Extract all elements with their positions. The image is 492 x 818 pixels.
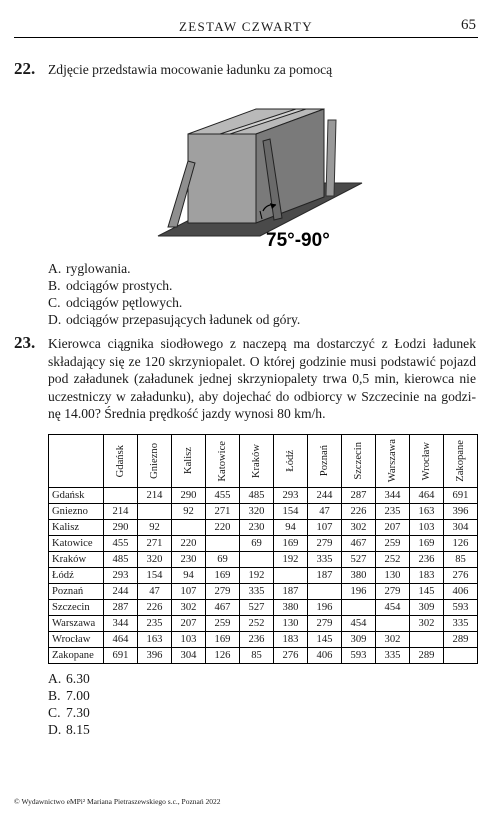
distance-cell [308, 584, 342, 600]
distance-cell: 92 [172, 504, 206, 520]
distance-cell: 289 [444, 632, 478, 648]
distance-cell: 527 [240, 600, 274, 616]
distance-cell: 169 [274, 536, 308, 552]
question-23-line: pod załadunek (załadunek jednej skrzyniopalety trwa 0,5 min, kierowca nie [48, 371, 476, 387]
distance-cell: 406 [444, 584, 478, 600]
distance-cell [410, 632, 444, 648]
distance-cell: 287 [104, 600, 138, 616]
distance-cell: 103 [410, 520, 444, 536]
row-header: Kraków [49, 552, 104, 568]
distance-cell: 169 [410, 536, 444, 552]
question-22-number: 22. [14, 59, 36, 78]
distance-cell: 485 [104, 552, 138, 568]
distance-cell: 236 [240, 632, 274, 648]
distance-cell: 69 [206, 552, 240, 568]
distance-cell: 244 [308, 488, 342, 504]
distance-cell: 259 [376, 536, 410, 552]
column-header [172, 435, 206, 488]
page-header [14, 17, 478, 38]
row-header: Łódź [49, 568, 104, 584]
distance-cell: 220 [206, 520, 240, 536]
distance-cell: 259 [206, 616, 240, 632]
distance-cell [138, 504, 172, 520]
distance-cell: 691 [444, 488, 478, 504]
table-row [49, 552, 478, 568]
distance-cell: 302 [410, 616, 444, 632]
distance-cell: 320 [240, 504, 274, 520]
distance-cell: 290 [104, 520, 138, 536]
column-header [206, 435, 240, 488]
row-header: Zakopane [49, 648, 104, 664]
distance-cell: 94 [274, 520, 308, 536]
answer-text: 7.30 [66, 705, 90, 720]
distance-cell: 196 [342, 584, 376, 600]
distance-cell: 220 [172, 536, 206, 552]
answer-text: 7.00 [66, 688, 90, 703]
distance-cell: 455 [206, 488, 240, 504]
table-row [49, 536, 478, 552]
row-header: Kalisz [49, 520, 104, 536]
distance-cell: 454 [342, 616, 376, 632]
cargo-lashing-figure [150, 101, 370, 251]
distance-cell: 92 [138, 520, 172, 536]
question-23-line: Kierowca ciągnika siodłowego z naczepą ma dostarczyć z Łodzi ładunek [48, 336, 476, 351]
table-row [49, 648, 478, 664]
distance-cell: 130 [274, 616, 308, 632]
column-header-label: Poznań [318, 445, 330, 477]
question-23-line: uczestniczy w załadunku), aby dojechać do odbiorcy w Szczecinie na godzi- [48, 388, 476, 404]
distance-cell: 130 [376, 568, 410, 584]
distance-cell: 271 [138, 536, 172, 552]
distance-cell: 396 [444, 504, 478, 520]
column-header-label: Zakopane [454, 440, 466, 482]
answer-text: 6.30 [66, 671, 90, 686]
distance-cell: 94 [172, 568, 206, 584]
distance-cell: 691 [104, 648, 138, 664]
distance-cell: 163 [138, 632, 172, 648]
distance-cell: 467 [342, 536, 376, 552]
answer-option[interactable] [48, 670, 90, 687]
distance-cell: 293 [274, 488, 308, 504]
column-header [376, 435, 410, 488]
distance-cell: 230 [240, 520, 274, 536]
distance-cell: 289 [410, 648, 444, 664]
distance-cell: 464 [104, 632, 138, 648]
answer-option[interactable] [48, 260, 300, 277]
distance-cell: 85 [240, 648, 274, 664]
answer-letter: D. [48, 722, 62, 737]
distance-cell: 226 [138, 600, 172, 616]
distance-cell: 207 [376, 520, 410, 536]
answer-option[interactable] [48, 687, 90, 704]
column-header-label: Łódź [284, 450, 296, 472]
distance-cell: 309 [410, 600, 444, 616]
distance-cell [206, 536, 240, 552]
running-title: ZESTAW CZWARTY [179, 19, 313, 34]
distance-cell: 271 [206, 504, 240, 520]
distance-cell: 593 [444, 600, 478, 616]
distance-cell: 380 [274, 600, 308, 616]
column-header [138, 435, 172, 488]
column-header-label: Warszawa [386, 439, 398, 483]
distance-cell: 207 [172, 616, 206, 632]
distance-cell: 527 [342, 552, 376, 568]
angle-label: 75°-90° [266, 230, 330, 251]
distance-cell: 276 [444, 568, 478, 584]
distance-cell: 196 [308, 600, 342, 616]
table-row [49, 584, 478, 600]
row-header: Warszawa [49, 616, 104, 632]
distance-cell: 279 [308, 616, 342, 632]
row-header: Gdańsk [49, 488, 104, 504]
answer-letter: A. [48, 671, 62, 686]
column-header [104, 435, 138, 488]
distance-cell: 320 [138, 552, 172, 568]
row-header: Szczecin [49, 600, 104, 616]
answer-letter: C. [48, 705, 61, 720]
distance-cell: 47 [138, 584, 172, 600]
distance-cell: 107 [172, 584, 206, 600]
distance-cell: 335 [376, 648, 410, 664]
question-23-answers [48, 670, 90, 738]
distance-cell: 304 [172, 648, 206, 664]
table-row [49, 504, 478, 520]
answer-option[interactable] [48, 721, 90, 738]
answer-letter: A. [48, 261, 62, 276]
distance-cell: 192 [240, 568, 274, 584]
distance-cell: 276 [274, 648, 308, 664]
distance-table-header [49, 435, 478, 488]
answer-option[interactable] [48, 311, 300, 328]
distance-table-body [49, 488, 478, 664]
distance-cell: 302 [342, 520, 376, 536]
distance-cell: 335 [308, 552, 342, 568]
column-header [274, 435, 308, 488]
question-23-text [48, 335, 476, 423]
distance-table [48, 434, 478, 664]
table-row [49, 616, 478, 632]
distance-cell: 192 [274, 552, 308, 568]
column-header-label: Szczecin [352, 442, 364, 480]
distance-cell: 103 [172, 632, 206, 648]
distance-cell: 279 [206, 584, 240, 600]
question-23-line: składający się ze 120 skrzyniopalet. O której godzinie musi podstawić pojazd [48, 353, 476, 369]
distance-cell [172, 520, 206, 536]
distance-cell: 163 [410, 504, 444, 520]
column-header-label: Wrocław [420, 441, 432, 481]
distance-cell: 126 [206, 648, 240, 664]
distance-cell: 183 [274, 632, 308, 648]
row-header: Poznań [49, 584, 104, 600]
distance-cell: 107 [308, 520, 342, 536]
answer-letter: C. [48, 295, 61, 310]
distance-cell: 244 [104, 584, 138, 600]
row-header: Katowice [49, 536, 104, 552]
distance-cell: 252 [376, 552, 410, 568]
column-header-label: Gniezno [148, 443, 160, 479]
distance-cell: 279 [308, 536, 342, 552]
page-number: 65 [461, 17, 476, 33]
distance-cell: 287 [342, 488, 376, 504]
question-23-number: 23. [14, 333, 36, 352]
distance-cell [376, 616, 410, 632]
distance-cell: 235 [138, 616, 172, 632]
distance-cell: 169 [206, 568, 240, 584]
question-22-answers [48, 260, 300, 328]
distance-cell: 126 [444, 536, 478, 552]
answer-text: ryglowania. [66, 261, 131, 276]
distance-cell: 47 [308, 504, 342, 520]
distance-cell: 290 [172, 488, 206, 504]
distance-cell: 145 [308, 632, 342, 648]
question-22-text: Zdjęcie przedstawia mocowanie ładunku za pomocą [48, 62, 333, 77]
distance-cell: 226 [342, 504, 376, 520]
distance-cell [104, 488, 138, 504]
distance-cell: 235 [376, 504, 410, 520]
table-row [49, 488, 478, 504]
answer-text: odciągów prostych. [66, 278, 173, 293]
column-header [410, 435, 444, 488]
distance-cell: 454 [376, 600, 410, 616]
distance-cell: 309 [342, 632, 376, 648]
distance-cell: 252 [240, 616, 274, 632]
distance-cell: 230 [172, 552, 206, 568]
cargo-lashing-illustration [150, 101, 370, 251]
column-header [342, 435, 376, 488]
distance-cell: 467 [206, 600, 240, 616]
distance-cell: 236 [410, 552, 444, 568]
distance-cell: 593 [342, 648, 376, 664]
column-header-label: Kalisz [182, 447, 194, 475]
distance-cell [240, 552, 274, 568]
answer-text: odciągów pętlowych. [66, 295, 183, 310]
answer-option[interactable] [48, 294, 300, 311]
answer-text: 8.15 [66, 722, 90, 737]
distance-cell: 187 [308, 568, 342, 584]
distance-cell: 279 [376, 584, 410, 600]
distance-cell: 302 [172, 600, 206, 616]
distance-cell: 145 [410, 584, 444, 600]
distance-cell: 304 [444, 520, 478, 536]
answer-letter: D. [48, 312, 62, 327]
distance-cell: 406 [308, 648, 342, 664]
answer-letter: B. [48, 688, 61, 703]
distance-cell: 214 [138, 488, 172, 504]
table-row [49, 520, 478, 536]
column-header-label: Kraków [250, 443, 262, 479]
distance-cell [274, 568, 308, 584]
distance-cell: 485 [240, 488, 274, 504]
column-header-label: Katowice [216, 440, 228, 482]
distance-cell: 455 [104, 536, 138, 552]
column-header-label: Gdańsk [114, 444, 126, 478]
table-corner [49, 435, 104, 488]
distance-cell: 380 [342, 568, 376, 584]
answer-letter: B. [48, 278, 61, 293]
distance-cell [342, 600, 376, 616]
distance-cell [444, 648, 478, 664]
column-header [308, 435, 342, 488]
distance-cell: 169 [206, 632, 240, 648]
column-header [444, 435, 478, 488]
copyright-footer: © Wydawnictwo eMPi² Mariana Pietraszewskiego s.c., Poznań 2022 [14, 797, 221, 806]
distance-cell: 335 [444, 616, 478, 632]
distance-cell: 85 [444, 552, 478, 568]
answer-option[interactable] [48, 704, 90, 721]
distance-cell: 344 [376, 488, 410, 504]
row-header: Gniezno [49, 504, 104, 520]
table-row [49, 568, 478, 584]
distance-cell: 302 [376, 632, 410, 648]
distance-cell: 464 [410, 488, 444, 504]
distance-cell: 344 [104, 616, 138, 632]
distance-cell: 396 [138, 648, 172, 664]
answer-text: odciągów przepasujących ładunek od góry. [66, 312, 301, 327]
answer-option[interactable] [48, 277, 300, 294]
distance-cell: 183 [410, 568, 444, 584]
distance-cell: 214 [104, 504, 138, 520]
distance-cell: 154 [138, 568, 172, 584]
distance-cell: 187 [274, 584, 308, 600]
distance-cell: 335 [240, 584, 274, 600]
distance-cell: 293 [104, 568, 138, 584]
row-header: Wrocław [49, 632, 104, 648]
column-header [240, 435, 274, 488]
table-row [49, 632, 478, 648]
distance-cell: 154 [274, 504, 308, 520]
question-23-line: nę 14.00? Średnia prędkość jazdy wynosi 80 km/h. [48, 406, 326, 422]
table-row [49, 600, 478, 616]
distance-cell: 69 [240, 536, 274, 552]
